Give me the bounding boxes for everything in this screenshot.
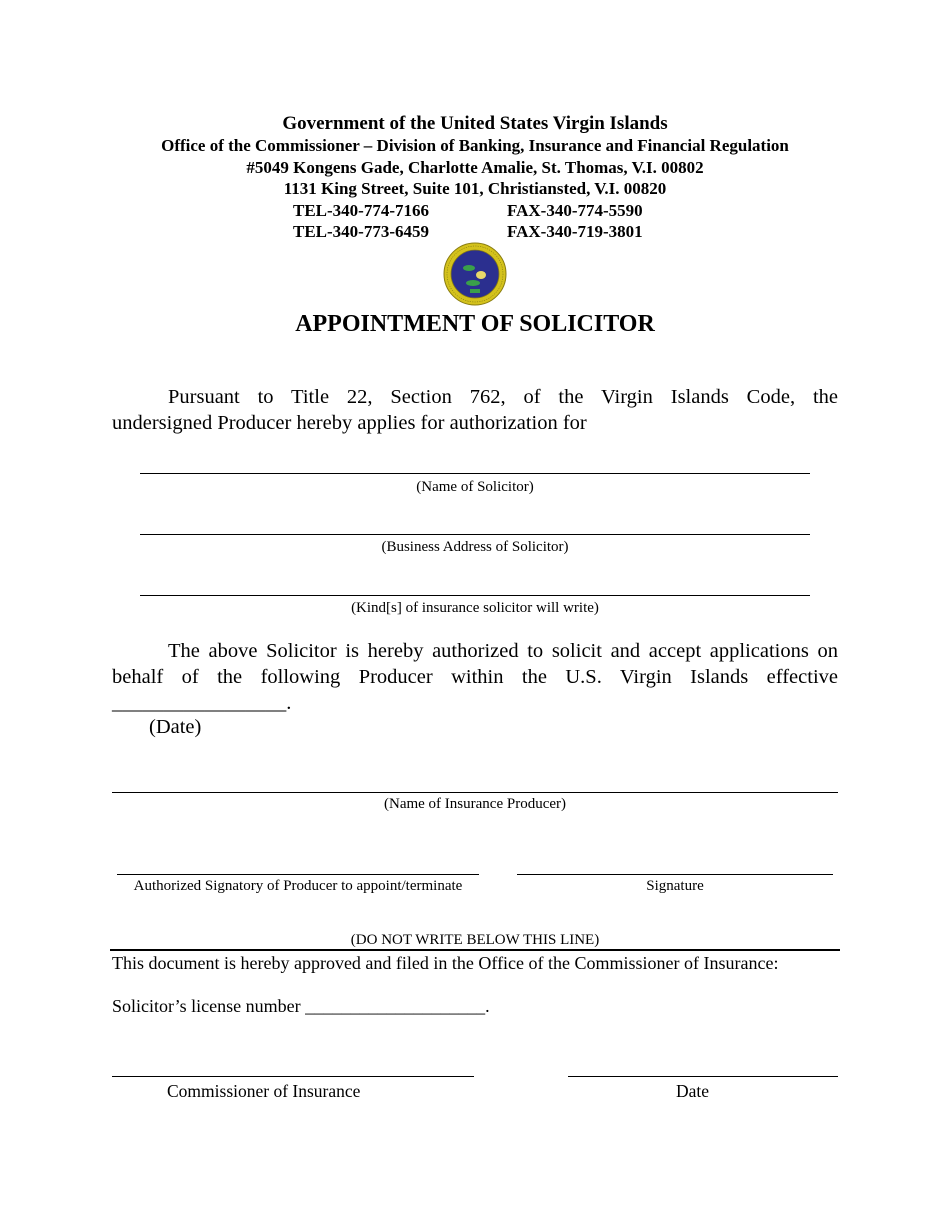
authorization-line-2: behalf of the following Producer within the U.S. Virgin Islands effective <box>112 666 838 688</box>
intro-paragraph <box>112 384 838 436</box>
telephone-1: TEL-340-774-7166 <box>293 200 429 220</box>
insurance-kinds-field[interactable] <box>140 595 810 596</box>
intro-line-1-text: Pursuant to Title 22, Section 762, of the Virgin Islands Code, the <box>168 386 838 408</box>
commissioner-signature-field[interactable] <box>112 1076 474 1077</box>
seal-island-1 <box>463 265 475 271</box>
letterhead-government: Government of the United States Virgin Islands <box>282 113 668 134</box>
solicitor-name-field[interactable] <box>140 473 810 474</box>
letterhead <box>0 113 950 243</box>
solicitor-license-number-field[interactable]: Solicitor’s license number ____________________. <box>112 996 490 1016</box>
commissioner-date-caption: Date <box>676 1081 710 1101</box>
authorized-signatory-caption: Authorized Signatory of Producer to appoint/terminate <box>133 878 463 894</box>
business-address-caption: (Business Address of Solicitor) <box>381 539 569 555</box>
insurance-kinds-caption: (Kind[s] of insurance solicitor will write) <box>351 600 599 616</box>
authorization-paragraph <box>112 638 838 716</box>
letterhead-st-thomas-address: #5049 Kongens Gade, Charlotte Amalie, St. Thomas, V.I. 00802 <box>246 157 704 177</box>
producer-name-caption: (Name of Insurance Producer) <box>384 796 566 812</box>
seal-banner <box>470 289 480 293</box>
effective-date-field[interactable]: _________________. <box>112 692 292 714</box>
do-not-write-label: (DO NOT WRITE BELOW THIS LINE) <box>350 932 600 948</box>
authorization-line-1 <box>112 638 838 664</box>
business-address-field[interactable] <box>140 534 810 535</box>
approval-statement: This document is hereby approved and filed in the Office of the Commissioner of Insurance: <box>112 953 779 973</box>
fax-1: FAX-340-774-5590 <box>507 200 643 220</box>
fax-2: FAX-340-719-3801 <box>507 222 643 241</box>
form-title: APPOINTMENT OF SOLICITOR <box>295 311 655 337</box>
government-seal-icon <box>443 242 507 306</box>
commissioner-date-field[interactable] <box>568 1076 838 1077</box>
solicitor-name-caption: (Name of Solicitor) <box>416 479 534 495</box>
contact-row-2 <box>0 221 950 243</box>
authorization-line-1-text: The above Solicitor is hereby authorized to solicit and accept applications on <box>168 640 838 662</box>
contact-row-1 <box>0 200 950 222</box>
commissioner-caption: Commissioner of Insurance <box>167 1081 361 1101</box>
intro-line-1 <box>112 384 838 410</box>
seal-island-2 <box>466 280 480 286</box>
signature-field[interactable] <box>517 874 833 875</box>
signature-caption: Signature <box>646 878 704 894</box>
date-label: (Date) <box>149 716 202 738</box>
office-use-divider <box>110 949 840 951</box>
authorized-signatory-field[interactable] <box>117 874 479 875</box>
seal-bird <box>476 271 486 279</box>
intro-line-2: undersigned Producer hereby applies for authorization for <box>112 412 587 434</box>
producer-name-field[interactable] <box>112 792 838 793</box>
letterhead-office: Office of the Commissioner – Division of Banking, Insurance and Financial Regulation <box>161 136 789 155</box>
telephone-2: TEL-340-773-6459 <box>293 222 429 241</box>
letterhead-st-croix-address: 1131 King Street, Suite 101, Christiansted, V.I. 00820 <box>283 179 667 198</box>
